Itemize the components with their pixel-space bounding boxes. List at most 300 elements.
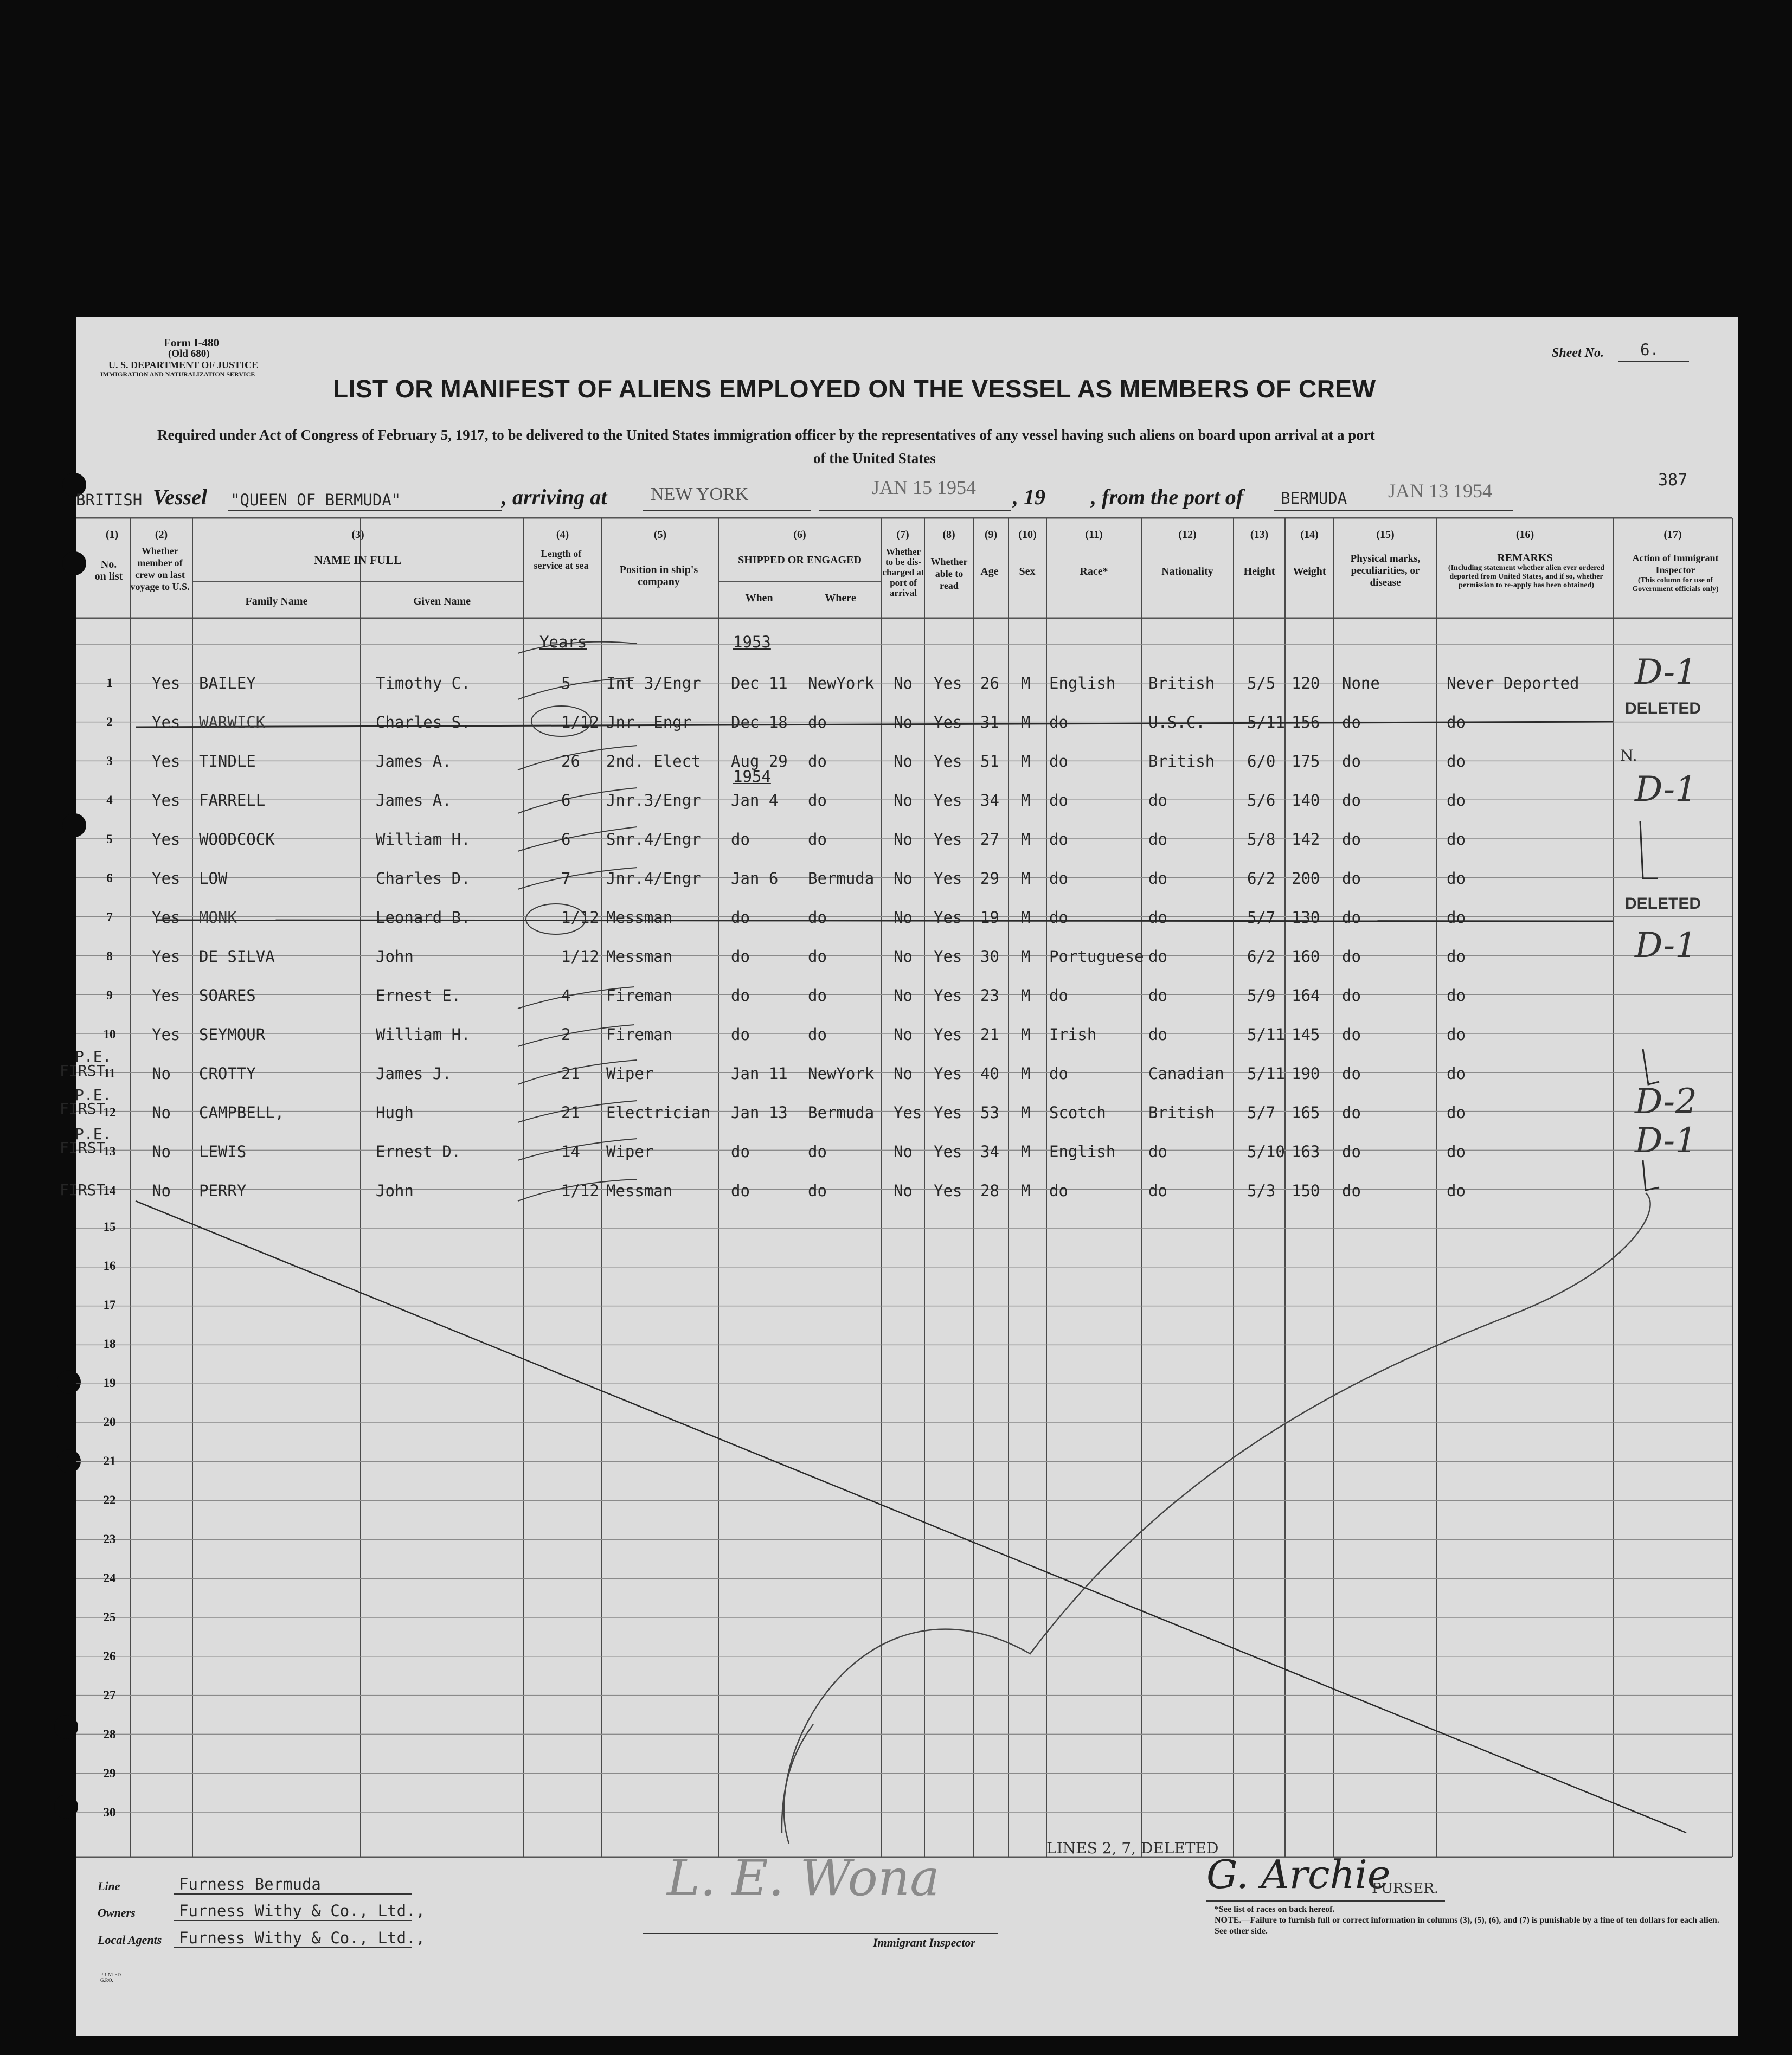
cell-age: 51 [980, 752, 999, 770]
column-number: (8) [942, 529, 955, 541]
cell-race: do [1049, 986, 1068, 1005]
agents-label: Local Agents [98, 1933, 162, 1947]
departure-date-stamp: JAN 13 1954 [1388, 480, 1493, 502]
cell-given-name: William H. [376, 1025, 471, 1044]
col-header-age: Age [980, 566, 999, 577]
cell-sex: M [1021, 830, 1031, 849]
cell-shipped-when: Aug 29 [731, 752, 788, 770]
line-label: Line [98, 1879, 120, 1893]
cell-nationality: do [1148, 869, 1167, 888]
cell-physical-marks: do [1342, 908, 1361, 927]
inspector-signature-line [643, 1933, 998, 1934]
cell-shipped-where: do [808, 1142, 827, 1161]
cell-able-to-read: Yes [934, 947, 962, 966]
form-old-number: (Old 680) [168, 348, 210, 359]
cell-physical-marks: do [1342, 752, 1361, 770]
cell-nationality: do [1148, 947, 1167, 966]
col-header-action-sub: (This column for use of Government officials only) [1632, 576, 1719, 593]
column-number: (3) [351, 529, 364, 541]
cell-shipped-where: NewYork [808, 674, 875, 692]
sheet-number: 6. [1640, 341, 1659, 359]
column-number: (12) [1178, 529, 1197, 541]
subtitle-line-1: Required under Act of Congress of February 5, 1917, to be delivered to the United States immigration officer by the representatives of any vessel having such aliens on board upon arrival at a port [157, 427, 1375, 443]
cell-given-name: Ernest E. [376, 986, 461, 1005]
cell-age: 23 [980, 986, 999, 1005]
cell-prev-voyage: Yes [152, 1025, 181, 1044]
cell-family-name: PERRY [199, 1181, 247, 1200]
col-header-family-name: Family Name [245, 595, 308, 607]
cell-physical-marks: do [1342, 869, 1361, 888]
cell-shipped-when: Jan 6 [731, 869, 779, 888]
cell-nationality: British [1148, 1103, 1215, 1122]
cell-sex: M [1021, 947, 1031, 966]
row-number: 15 [103, 1220, 116, 1234]
cell-nationality: Canadian [1148, 1064, 1224, 1083]
margin-note: P.E. [75, 1048, 112, 1065]
cell-race: Scotch [1049, 1103, 1106, 1122]
cell-service-length: 21 [561, 1064, 580, 1083]
cell-service-length: 26 [561, 752, 580, 770]
cell-weight: 140 [1292, 791, 1320, 810]
margin-note: P.E. [75, 1086, 112, 1104]
cell-service-length: 1/12 [561, 713, 599, 731]
cell-discharge: No [894, 986, 913, 1005]
cell-height: 5/6 [1247, 791, 1276, 810]
margin-note: FIRST [60, 1181, 106, 1199]
cell-age: 34 [980, 1142, 999, 1161]
cell-nationality: British [1148, 674, 1215, 692]
row-number: 21 [103, 1454, 116, 1468]
cell-shipped-where: do [808, 908, 827, 927]
col-header-weight: Weight [1293, 566, 1326, 577]
col-header-physical-marks: Physical marks, peculiarities, or disease [1350, 553, 1421, 588]
column-number: (5) [653, 529, 667, 541]
cell-physical-marks: do [1342, 1181, 1361, 1200]
cell-physical-marks: do [1342, 986, 1361, 1005]
row-number: 27 [103, 1688, 116, 1702]
cell-physical-marks: do [1342, 830, 1361, 849]
cell-height: 6/0 [1247, 752, 1276, 770]
cell-age: 21 [980, 1025, 999, 1044]
cell-position: Jnr.3/Engr [606, 791, 701, 810]
cell-row-number: 10 [103, 1028, 116, 1041]
col-header-height: Height [1243, 566, 1275, 577]
cell-position: Snr.4/Engr [606, 830, 701, 849]
col-header-sex: Sex [1019, 566, 1036, 577]
printer-mark: PRINTED G.P.O. [100, 1972, 121, 1983]
cell-sex: M [1021, 908, 1031, 927]
cell-height: 5/11 [1247, 1064, 1285, 1083]
cell-service-length: 2 [561, 1025, 571, 1044]
cell-given-name: Charles S. [376, 713, 471, 731]
cell-shipped-where: do [808, 713, 827, 731]
cell-given-name: John [376, 1181, 414, 1200]
column-number: (10) [1018, 529, 1037, 541]
cell-given-name: William H. [376, 830, 471, 849]
cell-able-to-read: Yes [934, 752, 962, 770]
cell-shipped-where: do [808, 791, 827, 810]
cell-weight: 165 [1292, 1103, 1320, 1122]
cell-row-number: 8 [106, 949, 113, 963]
cell-physical-marks: do [1342, 1025, 1361, 1044]
cell-family-name: TINDLE [199, 752, 256, 770]
arrival-date-stamp: JAN 15 1954 [872, 477, 977, 498]
cell-able-to-read: Yes [934, 986, 962, 1005]
cell-sex: M [1021, 1103, 1031, 1122]
line-value: Furness Bermuda [179, 1875, 321, 1893]
row-number: 25 [103, 1610, 116, 1624]
row-number: 24 [103, 1571, 116, 1585]
cell-shipped-when: do [731, 1142, 750, 1161]
cell-physical-marks: do [1342, 791, 1361, 810]
cell-inspector-action: D-2 [1635, 1082, 1697, 1122]
from-port: BERMUDA [1281, 489, 1347, 508]
cell-sex: M [1021, 869, 1031, 888]
cell-age: 34 [980, 791, 999, 810]
inspector-signature: L. E. Wona [667, 1849, 940, 1907]
cell-height: 5/10 [1247, 1142, 1285, 1161]
cell-family-name: FARRELL [199, 791, 266, 810]
cell-shipped-where: Bermuda [808, 869, 875, 888]
cell-able-to-read: Yes [934, 1025, 962, 1044]
cell-remarks: do [1447, 830, 1466, 849]
cell-discharge: No [894, 908, 913, 927]
cell-nationality: do [1148, 908, 1167, 927]
cell-remarks: do [1447, 908, 1466, 927]
cell-family-name: CAMPBELL, [199, 1103, 285, 1122]
cell-race: do [1049, 713, 1068, 731]
cell-prev-voyage: No [152, 1181, 171, 1200]
cell-able-to-read: Yes [934, 830, 962, 849]
cell-family-name: CROTTY [199, 1064, 256, 1083]
col-header-name: NAME IN FULL [314, 553, 402, 567]
cell-remarks: do [1447, 752, 1466, 770]
cell-service-length: 5 [561, 674, 571, 692]
cell-weight: 120 [1292, 674, 1320, 692]
cell-able-to-read: Yes [934, 1142, 962, 1161]
cell-family-name: SEYMOUR [199, 1025, 266, 1044]
department-name: U. S. DEPARTMENT OF JUSTICE [108, 359, 259, 370]
cell-service-length: 1/12 [561, 947, 599, 966]
cell-given-name: James J. [376, 1064, 452, 1083]
cell-prev-voyage: Yes [152, 791, 181, 810]
agents-underline [174, 1947, 412, 1948]
owners-value: Furness Withy & Co., Ltd., [179, 1902, 425, 1920]
cell-prev-voyage: No [152, 1142, 171, 1161]
cell-shipped-where: do [808, 1025, 827, 1044]
cell-weight: 175 [1292, 752, 1320, 770]
cell-service-length: 6 [561, 791, 571, 810]
column-number: (7) [896, 529, 909, 541]
cell-shipped-where: Bermuda [808, 1103, 875, 1122]
cell-sex: M [1021, 791, 1031, 810]
purser-title: PURSER. [1372, 1880, 1439, 1897]
cell-nationality: do [1148, 1181, 1167, 1200]
cell-remarks: do [1447, 1103, 1466, 1122]
cell-able-to-read: Yes [934, 791, 962, 810]
row-number: 20 [103, 1415, 116, 1429]
column-number: (6) [793, 529, 806, 541]
cell-remarks: do [1447, 713, 1466, 731]
cell-given-name: Leonard B. [376, 908, 471, 927]
cell-discharge: No [894, 1025, 913, 1044]
cell-race: Portuguese [1049, 947, 1144, 966]
cell-family-name: SOARES [199, 986, 256, 1005]
cell-sex: M [1021, 752, 1031, 770]
cell-prev-voyage: Yes [152, 674, 181, 692]
cell-prev-voyage: Yes [152, 830, 181, 849]
inspector-label: Immigrant Inspector [873, 1936, 975, 1949]
from-port-label: , from the port of [1091, 485, 1244, 509]
cell-height: 5/7 [1247, 1103, 1276, 1122]
cell-remarks: do [1447, 1181, 1466, 1200]
cell-able-to-read: Yes [934, 1064, 962, 1083]
cell-able-to-read: Yes [934, 908, 962, 927]
cell-position: Messman [606, 1181, 673, 1200]
cell-weight: 150 [1292, 1181, 1320, 1200]
cell-family-name: WOODCOCK [199, 830, 275, 849]
cell-service-length: 1/12 [561, 1181, 599, 1200]
line-underline [174, 1893, 412, 1895]
cell-age: 27 [980, 830, 999, 849]
cell-row-number: 2 [106, 715, 113, 729]
col-header-position: Position in ship's company [619, 564, 698, 588]
cell-height: 6/2 [1247, 869, 1276, 888]
year-1953: 1953 [733, 633, 771, 651]
cell-weight: 142 [1292, 830, 1320, 849]
cell-sex: M [1021, 986, 1031, 1005]
cell-position: 2nd. Elect [606, 752, 701, 770]
cell-shipped-when: Jan 4 [731, 791, 779, 810]
cell-race: do [1049, 752, 1068, 770]
cell-inspector-action: D-1 [1635, 769, 1697, 810]
cell-row-number: 13 [103, 1145, 116, 1158]
arriving-port: NEW YORK [651, 484, 749, 504]
col-header-race: Race* [1080, 566, 1108, 577]
cell-given-name: James A. [376, 791, 452, 810]
cell-shipped-where: NewYork [808, 1064, 875, 1083]
page-title: LIST OR MANIFEST OF ALIENS EMPLOYED ON THE VESSEL AS MEMBERS OF CREW [333, 375, 1376, 403]
cell-shipped-when: do [731, 1025, 750, 1044]
cell-given-name: Ernest D. [376, 1142, 461, 1161]
cell-race: do [1049, 791, 1068, 810]
cell-sex: M [1021, 1064, 1031, 1083]
column-number: (1) [105, 529, 119, 541]
cell-shipped-where: do [808, 947, 827, 966]
cell-prev-voyage: No [152, 1064, 171, 1083]
cell-prev-voyage: Yes [152, 986, 181, 1005]
cell-able-to-read: Yes [934, 1103, 962, 1122]
cell-race: Irish [1049, 1025, 1097, 1044]
cell-race: do [1049, 869, 1068, 888]
cell-race: do [1049, 908, 1068, 927]
cell-row-number: 12 [103, 1106, 116, 1119]
column-number: (14) [1300, 529, 1319, 541]
form-number: Form I-480 [164, 336, 220, 349]
cell-weight: 163 [1292, 1142, 1320, 1161]
cell-shipped-when: do [731, 1181, 750, 1200]
cell-remarks: do [1447, 791, 1466, 810]
column-number: (16) [1515, 529, 1534, 541]
purser-signature: G. Archie [1206, 1852, 1391, 1897]
sheet-label: Sheet No. [1552, 346, 1604, 360]
page-number: 387 [1658, 471, 1688, 490]
penalty-note: NOTE.—Failure to furnish full or correct information in columns (3), (5), (6), and (7) is punishable by a fine of ten dollars for each alien. See other side. [1215, 1916, 1719, 1936]
cell-race: do [1049, 1064, 1068, 1083]
cell-service-length: 7 [561, 869, 571, 888]
cell-family-name: DE SILVA [199, 947, 275, 966]
cell-physical-marks: None [1342, 674, 1380, 692]
row-number: 18 [103, 1337, 116, 1351]
cell-height: 5/11 [1247, 1025, 1285, 1044]
owners-label: Owners [98, 1906, 136, 1919]
col-header-discharged: Whether to be dis-charged at port of arrival [882, 547, 924, 598]
cell-sex: M [1021, 674, 1031, 692]
cell-given-name: Hugh [376, 1103, 414, 1122]
cell-row-number: 6 [106, 871, 113, 885]
cell-able-to-read: Yes [934, 1181, 962, 1200]
cell-discharge: No [894, 752, 913, 770]
column-number: (13) [1250, 529, 1269, 541]
cell-position: Jnr.4/Engr [606, 869, 701, 888]
cell-row-number: 9 [106, 988, 113, 1002]
cell-row-number: 7 [106, 910, 113, 924]
col-header-given-name: Given Name [413, 595, 471, 607]
cell-weight: 160 [1292, 947, 1320, 966]
cell-weight: 190 [1292, 1064, 1320, 1083]
cell-given-name: Timothy C. [376, 674, 471, 692]
cell-row-number: 3 [106, 754, 113, 768]
cell-height: 5/11 [1247, 713, 1285, 731]
cell-discharge: No [894, 830, 913, 849]
cell-discharge: No [894, 1142, 913, 1161]
cell-physical-marks: do [1342, 1142, 1361, 1161]
cell-position: Int 3/Engr [606, 674, 701, 692]
row-number: 19 [103, 1376, 116, 1390]
cell-physical-marks: do [1342, 947, 1361, 966]
cell-shipped-when: Jan 11 [731, 1064, 788, 1083]
cell-shipped-when: Dec 18 [731, 713, 788, 731]
column-number: (2) [155, 529, 168, 541]
cell-discharge: No [894, 1064, 913, 1083]
cell-race: English [1049, 1142, 1116, 1161]
cell-service-length: 1/12 [561, 908, 599, 927]
cell-nationality: do [1148, 830, 1167, 849]
cell-inspector-action: D-1 [1635, 926, 1697, 966]
column-number: (17) [1663, 529, 1682, 541]
cell-prev-voyage: Yes [152, 908, 181, 927]
col-header-no: No. on list [94, 558, 123, 582]
cell-inspector-action: N. [1620, 747, 1637, 765]
owners-underline [174, 1920, 412, 1921]
cell-remarks: do [1447, 986, 1466, 1005]
cell-row-number: 4 [106, 793, 113, 807]
col-header-remarks-sub: (Including statement whether alien ever ordered deported from United States, and if so, whether permission to re-apply has been obtained) [1448, 564, 1605, 589]
cell-discharge: No [894, 713, 913, 731]
cell-shipped-when: Dec 11 [731, 674, 788, 692]
cell-position: Messman [606, 908, 673, 927]
cell-given-name: James A. [376, 752, 452, 770]
cell-height: 5/9 [1247, 986, 1276, 1005]
cell-shipped-when: do [731, 908, 750, 927]
cell-height: 5/7 [1247, 908, 1276, 927]
cell-row-number: 11 [104, 1067, 115, 1080]
cell-nationality: do [1148, 1142, 1167, 1161]
cell-weight: 145 [1292, 1025, 1320, 1044]
cell-age: 30 [980, 947, 999, 966]
cell-given-name: John [376, 947, 414, 966]
cell-age: 19 [980, 908, 999, 927]
cell-position: Messman [606, 947, 673, 966]
cell-shipped-where: do [808, 752, 827, 770]
cell-sex: M [1021, 1142, 1031, 1161]
cell-position: Wiper [606, 1142, 654, 1161]
col-header-read: Whether able to read [930, 556, 968, 591]
cell-prev-voyage: Yes [152, 713, 181, 731]
cell-weight: 156 [1292, 713, 1320, 731]
row-number: 29 [103, 1767, 116, 1780]
margin-note: FIRST [60, 1139, 106, 1157]
col-header-shipped: SHIPPED OR ENGAGED [738, 554, 862, 566]
year-1954: 1954 [733, 767, 771, 786]
years-label: Years [539, 633, 587, 651]
cell-service-length: 4 [561, 986, 571, 1005]
cell-remarks: Never Deported [1447, 674, 1579, 692]
cell-sex: M [1021, 1181, 1031, 1200]
col-header-prev-voyage: Whether member of crew on last voyage to U.S. [130, 545, 190, 592]
column-number: (15) [1376, 529, 1395, 541]
cell-family-name: WARWICK [199, 713, 266, 731]
cell-nationality: do [1148, 791, 1167, 810]
cell-race: English [1049, 674, 1116, 692]
col-header-service: Length of service at sea [534, 548, 589, 571]
row-number: 22 [103, 1493, 116, 1507]
cell-prev-voyage: Yes [152, 869, 181, 888]
col-header-where: Where [825, 592, 856, 604]
col-header-remarks: REMARKS [1497, 552, 1553, 564]
cell-discharge: Yes [894, 1103, 922, 1122]
subtitle-line-2: of the United States [813, 450, 936, 466]
cell-discharge: No [894, 947, 913, 966]
cell-nationality: British [1148, 752, 1215, 770]
cell-height: 6/2 [1247, 947, 1276, 966]
service-name: IMMIGRATION AND NATURALIZATION SERVICE [100, 370, 255, 378]
cell-remarks: do [1447, 869, 1466, 888]
row-number: 26 [103, 1649, 116, 1663]
cell-service-length: 6 [561, 830, 571, 849]
cell-height: 5/3 [1247, 1181, 1276, 1200]
cell-remarks: do [1447, 947, 1466, 966]
cell-prev-voyage: Yes [152, 752, 181, 770]
races-note: *See list of races on back hereof. [1215, 1905, 1335, 1914]
cell-row-number: 5 [106, 832, 113, 846]
row-number: 17 [103, 1298, 116, 1312]
column-number: (4) [556, 529, 569, 541]
cell-service-length: 14 [561, 1142, 580, 1161]
cell-family-name: LOW [199, 869, 228, 888]
cell-weight: 130 [1292, 908, 1320, 927]
cell-given-name: Charles D. [376, 869, 471, 888]
margin-note: P.E. [75, 1125, 112, 1143]
cell-inspector-action: D-1 [1635, 1121, 1697, 1161]
col-header-action: Action of Immigrant Inspector [1632, 553, 1719, 575]
cell-nationality: do [1148, 986, 1167, 1005]
cell-family-name: MONK [199, 908, 237, 927]
agents-value: Furness Withy & Co., Ltd., [179, 1929, 425, 1947]
cell-shipped-where: do [808, 986, 827, 1005]
margin-note: FIRST [60, 1062, 106, 1080]
cell-shipped-when: do [731, 986, 750, 1005]
